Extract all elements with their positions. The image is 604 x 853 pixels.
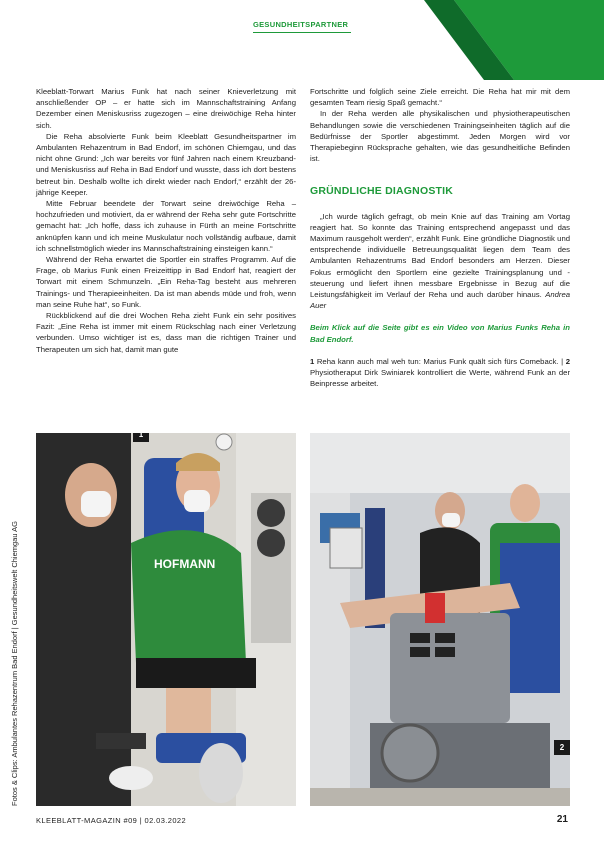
caption-text-1: Reha kann auch mal weh tun: Marius Funk quält sich fürs Comeback. | bbox=[314, 356, 566, 366]
photo-caption bbox=[310, 356, 570, 390]
caption-number-1: 1 bbox=[310, 356, 315, 366]
subheading: GRÜNDLICHE DIAGNOSTIK bbox=[310, 185, 454, 198]
photo-badge-1: 1 bbox=[133, 433, 149, 442]
paragraph: In der Reha werden alle physikalischen und physiotherapeutischen Behandlungen sowie die verschiedenen Trainingseinheiten täglich auf die Bedürfnisse der Sportler abgestimmt. Jeden Morgen wird vor Therapiebeginn Rücksprache gehalten, wie das gesundheitliche Befinden ist. bbox=[310, 109, 570, 164]
photo-badge-2: 2 bbox=[554, 740, 570, 755]
photo-leg-press-monitoring bbox=[310, 433, 570, 806]
section-underline bbox=[253, 32, 351, 33]
paragraph: Rückblickend auf die drei Wochen Reha zieht Funk ein sehr positives Fazit: „Eine Reha ist immer mit einem Rückschlag nach einer Verletzung verbunden. Umso wichtiger ist es, dass man die richtigen Trainer und Therapeuten um sich hat, damit man gute bbox=[36, 311, 296, 354]
page-number: 21 bbox=[556, 814, 568, 825]
photo-rehab-leg-exercise bbox=[36, 433, 296, 806]
section-label: GESUNDHEITSPARTNER bbox=[253, 20, 349, 29]
author: Andrea Auer bbox=[310, 290, 570, 311]
photo1-illustration bbox=[36, 433, 296, 806]
paragraph: Während der Reha erwartet die Sportler ein straffes Programm. Auf die Frage, ob Marius Funk einen Freizeittipp in Bad Endorf hat, reagiert der Torwart mit einem Schmunzeln. „Ein Reha-Tag besteht aus mehreren Trainings- und Therapieeinheiten. Da ist man abends müde und froh, wenn man seine Ruhe hat“, so Funk. bbox=[36, 255, 296, 309]
paragraph-text: „Ich wurde täglich gefragt, ob mein Knie auf das Training am Vortag reagiert hat. So konnte das Training entsprechend angepasst und das Maximum rausgeholt werden“, erzählt Funk. Eine gründliche Diagnostik und entsprechende individuelle Betreuungsqualität liegen dem Team des Ambulanten Rehazentrums Bad Endorf besonders am Herzen. Dieser Fokus ermöglicht den Sportlern eine gezielte Trainingsplanung und -steuerung und liefert ihnen messbare Ergebnisse in Bezug auf die Leistungsfähigkeit im Verlauf der Reha und auch darüber hinaus. bbox=[310, 211, 570, 300]
caption-number-2: 2 bbox=[565, 356, 570, 366]
paragraph bbox=[310, 211, 570, 312]
paragraph-intro: Kleeblatt-Torwart Marius Funk hat nach seiner Knieverletzung mit anschließender OP – er hatte sich im Mannschaftstraining Anfang Dezember einen Meniskusriss zugezogen – eine dreiwöchige Reha hinter sich. bbox=[36, 87, 296, 130]
article-left-column bbox=[36, 86, 296, 355]
photo-credit: Fotos & Clips: Ambulantes Rehazentrum Bad Endorf | Gesundheitswelt Chiemgau AG bbox=[10, 520, 19, 806]
caption-text-2: Physiotheraput Dirk Swiniarek kontrolliert die Werte, während Funk an der Beinpresse arbeitet. bbox=[310, 368, 570, 389]
shirt-sponsor-text: HOFMANN bbox=[154, 557, 216, 571]
paragraph: Mitte Februar beendete der Torwart seine dreiwöchige Reha – hochzufrieden und motiviert, da er während der Reha sehr gute Fortschritte gemacht hat: „Ich hoffe, dass ich zuhause in Fürth an meine Fortschritte anknüpfen kann und ich meine Muskulatur noch vollständig aufbaue, damit ich schnellstmöglich wieder ins Mannschaftstraining einsteigen kann.“ bbox=[36, 199, 296, 253]
photo2-illustration bbox=[310, 433, 570, 806]
paragraph: Die Reha absolvierte Funk beim Kleeblatt Gesundheitspartner im Ambulanten Rehazentrum in Bad Endorf, im schönen Chiemgau, und das nicht ohne Grund: „Ich war bereits vor fünf Jahren nach einem Kreuzband- und Meniskusriss auf Reha in Bad Endorf und wusste, dass ich dort bestens betreut bin. Deshalb wollte ich direkt wieder nach Endorf,“ erzählt der 26-jährige Keeper. bbox=[36, 131, 296, 197]
footer-magazine: KLEEBLATT-MAGAZIN #09 | 02.03.2022 bbox=[36, 816, 187, 825]
article-right-column bbox=[310, 86, 570, 389]
paragraph: Fortschritte und folglich seine Ziele erreicht. Die Reha hat mir mit dem gesamten Team riesig Spaß gemacht.“ bbox=[310, 87, 570, 108]
video-link[interactable]: Beim Klick auf die Seite gibt es ein Video von Marius Funks Reha in Bad Endorf. bbox=[310, 323, 570, 344]
corner-decoration bbox=[384, 0, 604, 80]
